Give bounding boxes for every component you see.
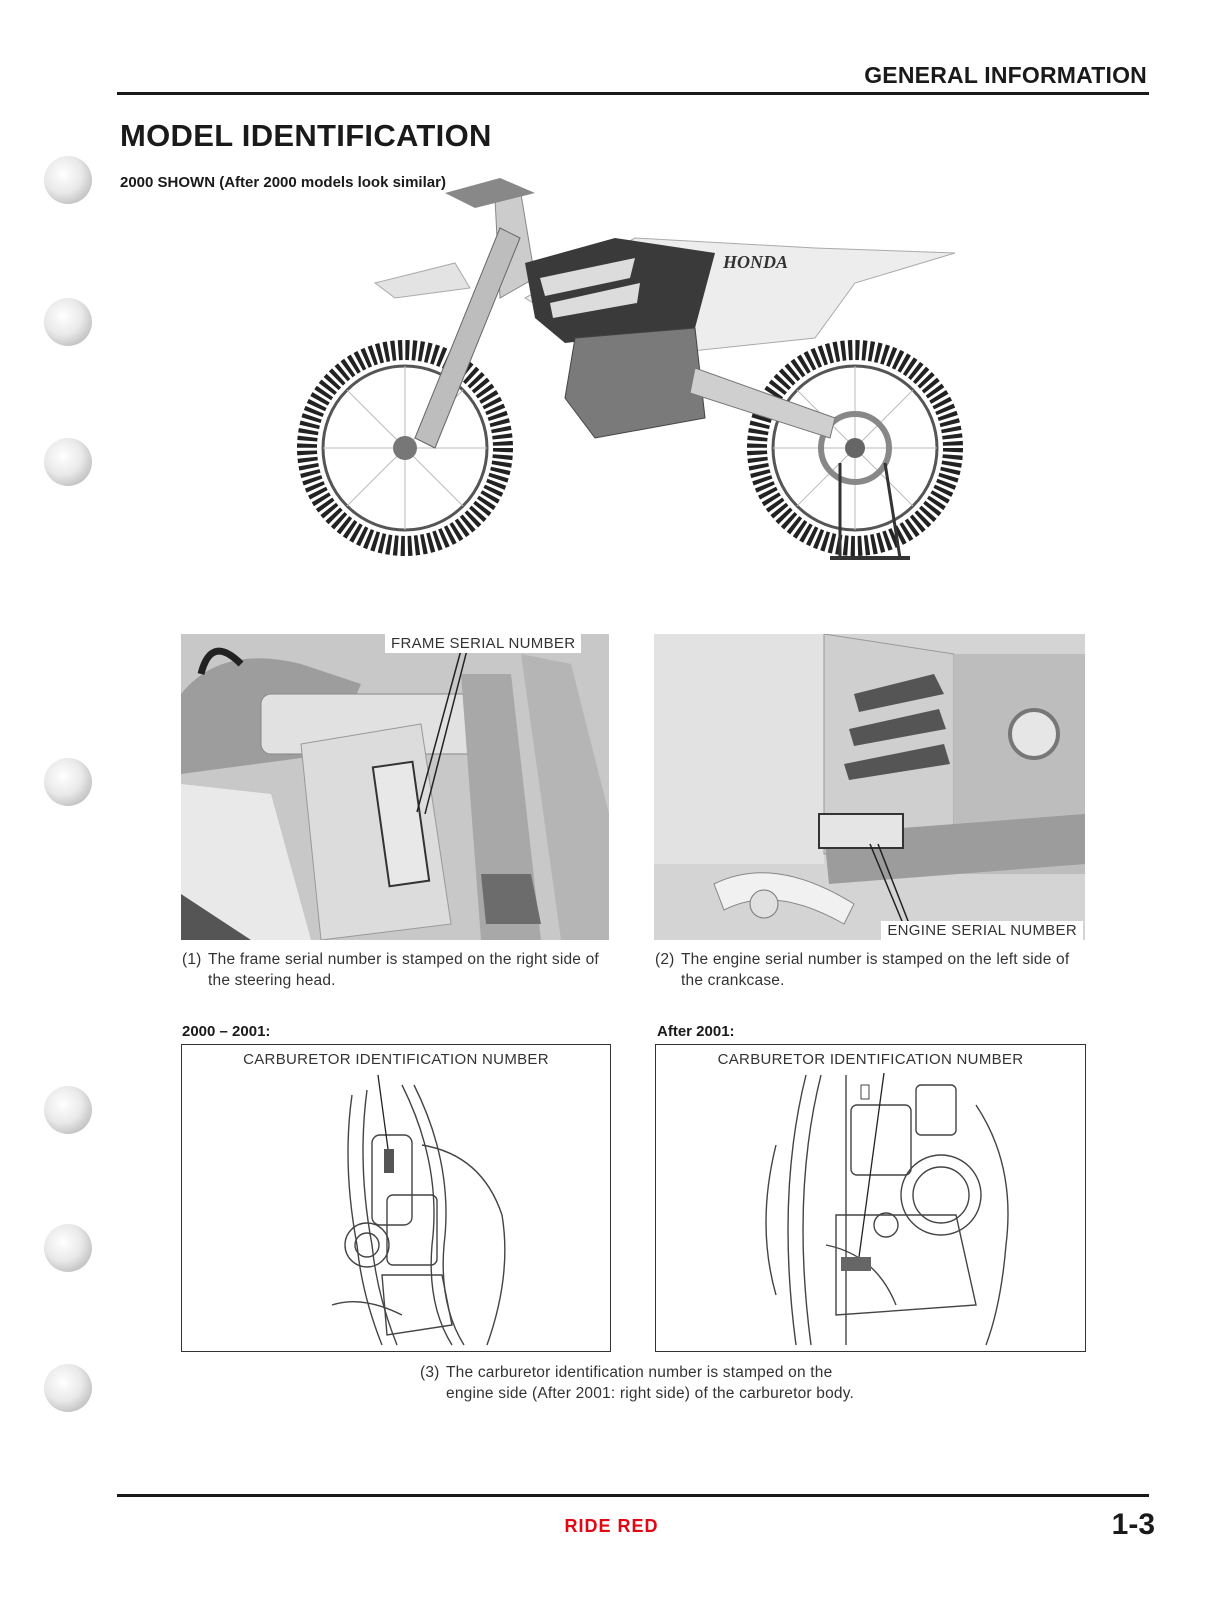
footer-brand: RIDE RED — [564, 1516, 659, 1536]
page-number: 1-3 — [1111, 1508, 1155, 1541]
page-title: MODEL IDENTIFICATION — [120, 118, 492, 153]
caption-text: The engine serial number is stamped on the left side of the crankcase. — [681, 951, 1070, 989]
engine-serial-callout: ENGINE SERIAL NUMBER — [881, 921, 1083, 940]
carb-late-heading: After 2001: — [657, 1023, 735, 1040]
binder-hole — [44, 298, 92, 346]
header-rule — [117, 92, 1149, 95]
carb-early-drawing — [181, 1044, 611, 1352]
caption-text: The frame serial number is stamped on the right side of the steering head. — [208, 951, 599, 989]
carb-late-drawing — [655, 1044, 1086, 1352]
caption-number: (1) — [182, 951, 202, 968]
binder-hole — [44, 156, 92, 204]
hero-caption: 2000 SHOWN (After 2000 models look similar) — [120, 174, 446, 191]
binder-hole — [44, 438, 92, 486]
section-title: GENERAL INFORMATION — [864, 62, 1147, 88]
carb-late-label: CARBURETOR IDENTIFICATION NUMBER — [717, 1051, 1024, 1068]
frame-serial-photo — [181, 634, 609, 940]
motorcycle-photo — [295, 168, 985, 588]
engine-serial-photo — [654, 634, 1085, 940]
footer-rule — [117, 1494, 1149, 1497]
caption-text: The carburetor identification number is stamped on the engine side (After 2001: right side) of the carburetor body. — [446, 1364, 855, 1402]
brand-decal: HONDA — [723, 252, 789, 272]
binder-hole — [44, 1364, 92, 1412]
binder-hole — [44, 758, 92, 806]
carb-early-heading: 2000 – 2001: — [182, 1023, 271, 1040]
frame-serial-callout: FRAME SERIAL NUMBER — [385, 634, 581, 653]
carb-early-label: CARBURETOR IDENTIFICATION NUMBER — [243, 1051, 549, 1068]
binder-hole — [44, 1086, 92, 1134]
caption-number: (2) — [655, 951, 675, 968]
carb-caption — [420, 1362, 860, 1404]
caption-number: (3) — [420, 1364, 440, 1381]
engine-caption — [655, 949, 1087, 991]
binder-hole — [44, 1224, 92, 1272]
frame-caption — [182, 949, 614, 991]
